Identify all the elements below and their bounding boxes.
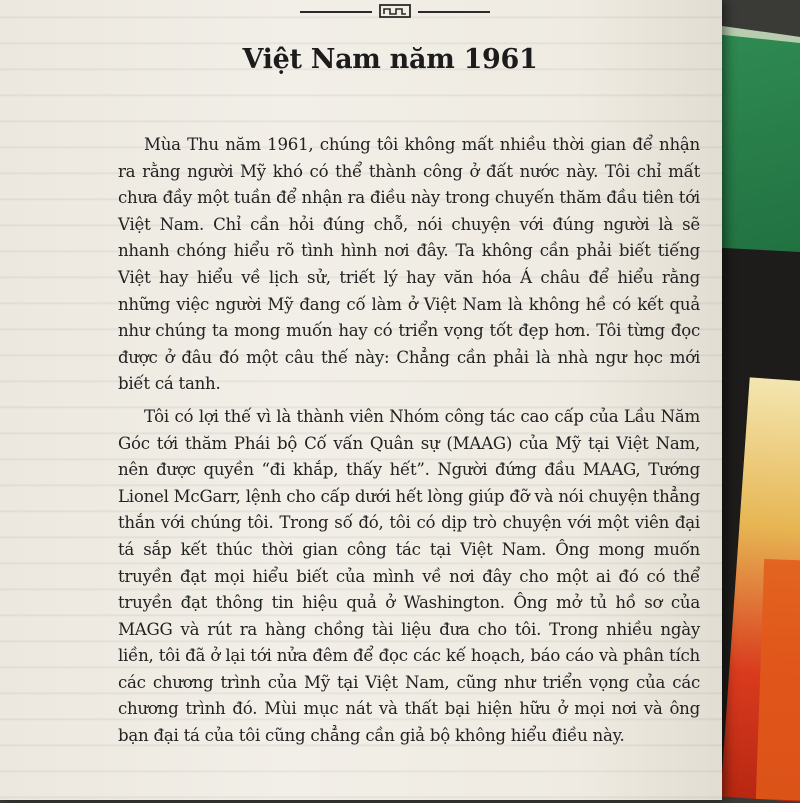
ornament-line-right <box>418 11 490 13</box>
body-text <box>118 132 700 756</box>
paragraph: Mùa Thu năm 1961, chúng tôi không mất nhiều thời gian để nhận ra rằng người Mỹ khó có thể thành công ở đất nước này. Tôi chỉ mất chưa đầy một tuần để nhận ra điều này trong chuyến thăm đầu tiên tới Việt Nam. Chỉ cần hỏi đúng chỗ, nói chuyện với đúng người là sẽ nhanh chóng hiểu rõ tình hình nơi đây. Ta không cần phải biết tiếng Việt hay hiểu về lịch sử, triết lý hay văn hóa Á châu để hiểu rằng những việc người Mỹ đang cố làm ở Việt Nam là không hề có kết quả như chúng ta mong muốn hay có triển vọng tốt đẹp hơn. Tôi từng đọc được ở đâu đó một câu thế này: Chẳng cần phải là nhà ngư học mới biết cá tanh. <box>118 135 700 394</box>
ornament-line-left <box>300 11 372 13</box>
ornament-knot-icon <box>376 2 414 20</box>
paragraph: Tôi có lợi thế vì là thành viên Nhóm công tác cao cấp của Lầu Năm Góc tới thăm Phái bộ Cố vấn Quân sự (MAAG) của Mỹ tại Việt Nam, nên được quyền “đi khắp, thấy hết”. Người đứng đầu MAAG, Tướng Lionel McGarr, lệnh cho cấp dưới hết lòng giúp đỡ và nói chuyện thẳng thắn với chúng tôi. Trong số đó, tôi có dịp trò chuyện với một viên đại tá sắp kết thúc thời gian công tác tại Việt Nam. Ông mong muốn truyền đạt mọi hiểu biết của mình về nơi đây cho một ai đó có thể truyền đạt thông tin hiệu quả ở Washington. Ông mở tủ hồ sơ của MAGG và rút ra hàng chồng tài liệu đưa cho tôi. Trong nhiều ngày liền, tôi đã ở lại tới nửa đêm để đọc các kế hoạch, báo cáo và phân tích các chương trình của Mỹ tại Việt Nam, cũng như triển vọng của các chương trình đó. Mùi mục nát và thất bại hiện hữu ở mọi nơi và ông bạn đại tá của tôi cũng chẳng cần giả bộ không hiểu điều này. <box>118 406 700 746</box>
background-book-orange <box>756 559 800 801</box>
chapter-title: Việt Nam năm 1961 <box>242 44 538 75</box>
header-ornament <box>300 0 490 20</box>
